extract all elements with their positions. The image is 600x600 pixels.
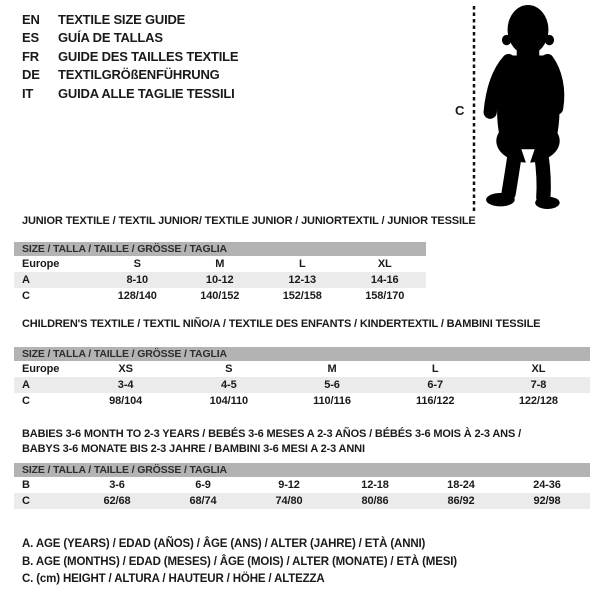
table-cell: 98/104: [109, 395, 143, 407]
footnote: C. (cm) HEIGHT / ALTURA / HAUTEUR / HÖHE / ALTEZZA: [22, 573, 325, 585]
table-cell: 110/116: [313, 395, 351, 407]
size-header-bar: SIZE / TALLA / TAILLE / GRÖSSE / TAGLIA: [14, 463, 590, 477]
baby-figure: [450, 4, 598, 216]
language-row: [22, 47, 238, 66]
language-code: FR: [22, 48, 39, 64]
table-cell: 6-9: [195, 479, 211, 491]
table-cell: 116/122: [415, 395, 455, 407]
footnote: A. AGE (YEARS) / EDAD (AÑOS) / ÂGE (ANS) / ALTER (JAHRE) / ETÀ (ANNI): [22, 538, 426, 550]
row-label: Europe: [22, 363, 60, 375]
table-cell: 4-5: [221, 379, 237, 391]
language-title: TEXTILE SIZE GUIDE: [58, 11, 186, 27]
footnote-legend: [22, 536, 457, 589]
table-cell: 9-12: [278, 479, 300, 491]
table-row: [14, 361, 590, 377]
childrens-size-table: [14, 347, 590, 409]
language-title: TEXTILGRÖßENFÜHRUNG: [58, 67, 220, 83]
table-cell: 62/68: [103, 495, 131, 507]
height-label-c: C: [455, 103, 465, 118]
baby-silhouette-icon: [482, 4, 574, 210]
size-header-bar: SIZE / TALLA / TAILLE / GRÖSSE / TAGLIA: [14, 242, 426, 256]
section-title-line: BABYS 3-6 MONATE BIS 2-3 JAHRE / BAMBINI 3-6 MESI A 2-3 ANNI: [22, 443, 365, 455]
table-row: [14, 493, 590, 509]
table-row: [14, 288, 426, 304]
language-title: GUIDE DES TAILLES TEXTILE: [58, 48, 239, 64]
language-code: DE: [22, 67, 40, 83]
table-cell: 12-18: [361, 479, 389, 491]
table-cell: 18-24: [447, 479, 475, 491]
table-cell: 158/170: [365, 290, 405, 302]
table-cell: 3-6: [109, 479, 125, 491]
language-title: GUIDA ALLE TAGLIE TESSILI: [58, 85, 235, 101]
row-label: A: [22, 379, 30, 391]
table-cell: 8-10: [126, 274, 149, 286]
table-cell: 10-12: [205, 274, 234, 286]
table-row: [14, 393, 590, 409]
table-cell: 86/92: [447, 495, 475, 507]
junior-textile-section: [14, 215, 476, 304]
table-cell: XL: [531, 363, 546, 375]
table-cell: 140/152: [200, 290, 240, 302]
table-cell: S: [225, 363, 233, 375]
language-title: GUÍA DE TALLAS: [58, 30, 163, 46]
language-row: [22, 66, 238, 85]
table-cell: 14-16: [370, 274, 399, 286]
section-title-line: CHILDREN'S TEXTILE / TEXTIL NIÑO/A / TEXTILE DES ENFANTS / KINDERTEXTIL / BAMBINI TESSILE: [22, 318, 541, 330]
junior-size-table: [14, 242, 426, 304]
language-row: [22, 29, 238, 48]
size-header-bar: SIZE / TALLA / TAILLE / GRÖSSE / TAGLIA: [14, 347, 590, 361]
section-title: [22, 427, 590, 457]
row-label: C: [22, 290, 30, 302]
table-cell: 92/98: [533, 495, 561, 507]
table-cell: 3-4: [117, 379, 134, 391]
table-cell: XL: [377, 258, 392, 270]
row-label: B: [22, 479, 30, 491]
table-cell: 12-13: [288, 274, 317, 286]
table-cell: 152/158: [282, 290, 322, 302]
language-row: [22, 10, 238, 29]
table-cell: 7-8: [530, 379, 547, 391]
table-cell: 80/86: [361, 495, 389, 507]
table-cell: 122/128: [518, 395, 558, 407]
table-cell: L: [298, 258, 306, 270]
table-cell: 5-6: [324, 379, 340, 391]
table-cell: 128/140: [117, 290, 157, 302]
language-row: [22, 84, 238, 103]
table-cell: M: [327, 363, 337, 375]
table-cell: 104/110: [209, 395, 249, 407]
row-label: C: [22, 495, 30, 507]
language-code: IT: [22, 85, 34, 101]
table-cell: 74/80: [275, 495, 303, 507]
table-cell: S: [133, 258, 141, 270]
language-title-list: [22, 10, 238, 103]
table-cell: M: [215, 258, 225, 270]
section-title-line: BABIES 3-6 MONTH TO 2-3 YEARS / BEBÉS 3-6 MESES A 2-3 AÑOS / BÉBÉS 3-6 MOIS À 2-3 ANS /: [22, 428, 521, 440]
babies-size-table: [14, 463, 590, 509]
table-cell: L: [431, 363, 439, 375]
table-row: [14, 256, 426, 272]
height-dashed-line-icon: [472, 6, 476, 212]
table-row: [14, 477, 590, 493]
table-row: [14, 272, 426, 288]
childrens-textile-section: [14, 318, 590, 409]
language-code: ES: [22, 30, 39, 46]
row-label: A: [22, 274, 30, 286]
table-cell: 24-36: [533, 479, 561, 491]
footnote: B. AGE (MONTHS) / EDAD (MESES) / ÂGE (MOIS) / ALTER (MONATE) / ETÀ (MESI): [22, 555, 457, 568]
table-cell: 68/74: [189, 495, 217, 507]
section-title: [22, 318, 590, 331]
language-code: EN: [22, 11, 40, 27]
table-cell: XS: [118, 363, 133, 375]
row-label: C: [22, 395, 30, 407]
section-title-line: JUNIOR TEXTILE / TEXTIL JUNIOR/ TEXTILE JUNIOR / JUNIORTEXTIL / JUNIOR TESSILE: [22, 215, 476, 227]
section-title: [22, 215, 476, 228]
table-row: [14, 377, 590, 393]
row-label: Europe: [22, 258, 60, 270]
babies-textile-section: [14, 427, 590, 509]
table-cell: 6-7: [427, 379, 444, 391]
